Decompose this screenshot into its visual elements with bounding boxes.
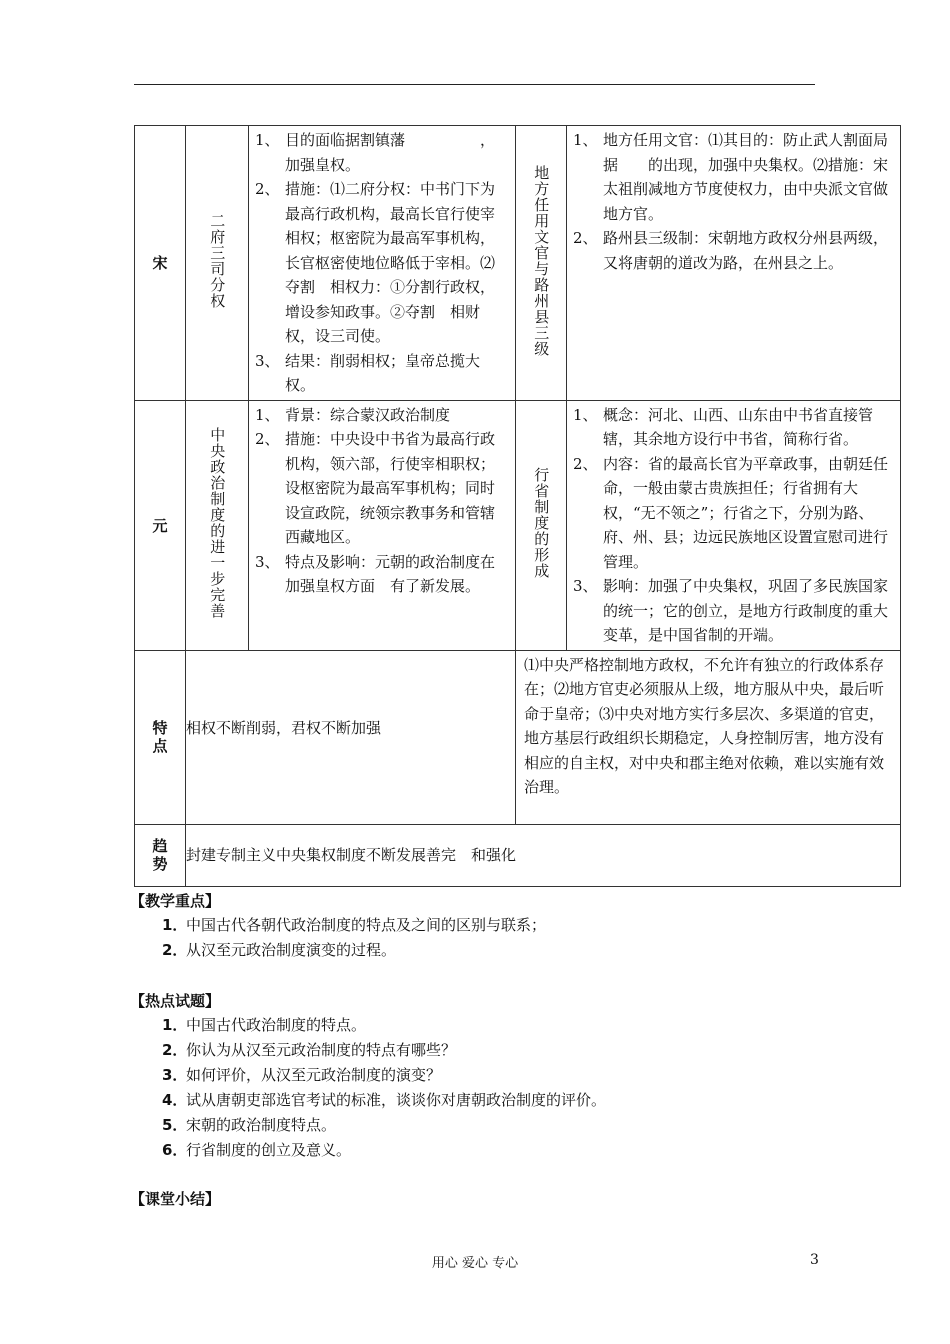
page-number: 3 bbox=[810, 1252, 819, 1268]
item-number: 4． bbox=[162, 1091, 188, 1109]
item-number: 2、 bbox=[255, 430, 280, 448]
features-label: 特点 bbox=[135, 650, 186, 824]
song-local-content bbox=[567, 126, 901, 401]
item-text: 措施：中央设中书省为最高行政机构，领六部，行使宰相职权；设枢密院为最高军事机构；同时设宣政院，统领宗教事务和管辖西藏地区。 bbox=[285, 430, 496, 546]
list-item bbox=[573, 574, 894, 648]
features-local: ⑴中央严格控制地方政权，不允许有独立的行政体系存在；⑵地方官吏必须服从上级，地方服从中央，最后听命于皇帝；⑶中央对地方实行多层次、多渠道的官吏，地方基层行政组织长期稳定，人身控制厉害，地方没有相应的自主权，对中央和郡主绝对依赖，难以实施有效治理。 bbox=[516, 650, 901, 824]
yuan-local-title: 行省制度的形成 bbox=[516, 400, 567, 650]
item-number: 2、 bbox=[255, 180, 280, 198]
hot-questions-list bbox=[162, 1013, 606, 1163]
item-text: 特点及影响：元朝的政治制度在加强皇权方面 有了新发展。 bbox=[285, 552, 496, 595]
dynasty-table bbox=[134, 125, 901, 887]
item-number: 5． bbox=[162, 1116, 188, 1134]
list-item bbox=[162, 1138, 606, 1163]
list-item bbox=[255, 177, 509, 349]
item-text: 宋朝的政治制度特点。 bbox=[186, 1116, 337, 1134]
summary-title: 【课堂小结】 bbox=[130, 1190, 221, 1208]
item-number: 3． bbox=[162, 1066, 188, 1084]
song-local-title: 地方任用文官与路州县三级 bbox=[516, 126, 567, 401]
item-text: 中国古代政治制度的特点。 bbox=[186, 1016, 367, 1034]
item-text: 中国古代各朝代政治制度的特点及之间的区别与联系； bbox=[186, 916, 547, 934]
item-text: 试从唐朝吏部选官考试的标准，谈谈你对唐朝政治制度的评价。 bbox=[186, 1091, 607, 1109]
table-row-song bbox=[135, 126, 901, 401]
trend-text: 封建专制主义中央集权制度不断发展善完 和强化 bbox=[186, 824, 901, 886]
item-text: 影响：加强了中央集权，巩固了多民族国家的统一；它的创立，是地方行政制度的重大变革，是中国省制的开端。 bbox=[603, 577, 889, 644]
list-item bbox=[255, 403, 509, 428]
list-item bbox=[255, 128, 509, 177]
list-item bbox=[573, 128, 894, 226]
header-rule bbox=[134, 84, 815, 85]
item-number: 6． bbox=[162, 1141, 188, 1159]
item-text: 从汉至元政治制度演变的过程。 bbox=[186, 941, 397, 959]
features-central: 相权不断削弱，君权不断加强 bbox=[186, 650, 516, 824]
item-text: 结果：削弱相权；皇帝总揽大权。 bbox=[285, 351, 481, 394]
item-text: 措施：⑴二府分权：中书门下为最高行政机构，最高长官行使宰相权；枢密院为最高军事机构，长官枢密使地位略低于宰相。⑵ 夺割 相权力：①分割行政权，增设参知政事。②夺割 相财权，设三司使。 bbox=[285, 180, 511, 345]
item-number: 3、 bbox=[255, 351, 280, 370]
item-number: 2． bbox=[162, 1041, 188, 1059]
table-row-features bbox=[135, 650, 901, 824]
trend-label: 趋势 bbox=[135, 824, 186, 886]
item-text: 目的面临据割镇藩 ，加强皇权。 bbox=[285, 131, 496, 174]
key-points-list bbox=[162, 913, 546, 963]
yuan-central-content bbox=[249, 400, 516, 650]
footer-text: 用心 爱心 专心 bbox=[431, 1256, 519, 1271]
song-central-content bbox=[249, 126, 516, 401]
list-item bbox=[573, 452, 894, 575]
hot-questions-title: 【热点试题】 bbox=[130, 992, 221, 1010]
list-item bbox=[255, 550, 509, 599]
item-number: 3、 bbox=[255, 552, 280, 571]
list-item bbox=[162, 1013, 606, 1038]
dynasty-yuan: 元 bbox=[135, 400, 186, 650]
item-number: 2、 bbox=[573, 454, 598, 473]
item-number: 3、 bbox=[573, 577, 598, 595]
list-item bbox=[162, 1063, 606, 1088]
table-row-yuan bbox=[135, 400, 901, 650]
item-number: 1、 bbox=[255, 405, 280, 424]
key-points-title: 【教学重点】 bbox=[130, 892, 221, 910]
item-number: 1、 bbox=[255, 131, 280, 149]
item-text: 如何评价，从汉至元政治制度的演变？ bbox=[186, 1066, 442, 1084]
list-item bbox=[162, 1113, 606, 1138]
item-text: 行省制度的创立及意义。 bbox=[186, 1141, 352, 1159]
list-item bbox=[162, 1088, 606, 1113]
item-text: 背景：综合蒙汉政治制度 bbox=[285, 405, 451, 424]
item-number: 1． bbox=[162, 1016, 188, 1034]
list-item bbox=[162, 913, 546, 938]
table-row-trend bbox=[135, 824, 901, 886]
item-number: 2、 bbox=[573, 229, 598, 247]
item-number: 1、 bbox=[573, 131, 598, 149]
list-item bbox=[573, 403, 894, 452]
song-central-title: 二府三司分权 bbox=[186, 126, 249, 401]
item-text: 你认为从汉至元政治制度的特点有哪些？ bbox=[186, 1041, 457, 1059]
list-item bbox=[255, 427, 509, 550]
item-text: 地方任用文官：⑴其目的：防止武人割面局据 的出现，加强中央集权。⑵措施：宋太祖削减地方节度使权力，由中央派文官做地方官。 bbox=[603, 131, 889, 223]
item-number: 2． bbox=[162, 941, 188, 959]
item-number: 1、 bbox=[573, 405, 598, 424]
list-item bbox=[162, 1038, 606, 1063]
item-number: 1． bbox=[162, 916, 188, 934]
yuan-local-content bbox=[567, 400, 901, 650]
list-item bbox=[573, 226, 894, 275]
list-item bbox=[255, 349, 509, 398]
item-text: 概念：河北、山西、山东由中书省直接管辖，其余地方设行中书省，简称行省。 bbox=[603, 405, 874, 448]
list-item bbox=[162, 938, 546, 963]
item-text: 内容：省的最高长官为平章政事，由朝廷任命，一般由蒙古贵族担任；行省拥有大权，“无不领之”；行省之下，分别为路、府、州、县；边远民族地区设置宣慰司进行管理。 bbox=[603, 454, 889, 571]
item-text: 路州县三级制：宋朝地方政权分州县两级，又将唐朝的道改为路，在州县之上。 bbox=[603, 229, 889, 272]
dynasty-song: 宋 bbox=[135, 126, 186, 401]
yuan-central-title: 中央政治制度的进一步完善 bbox=[186, 400, 249, 650]
